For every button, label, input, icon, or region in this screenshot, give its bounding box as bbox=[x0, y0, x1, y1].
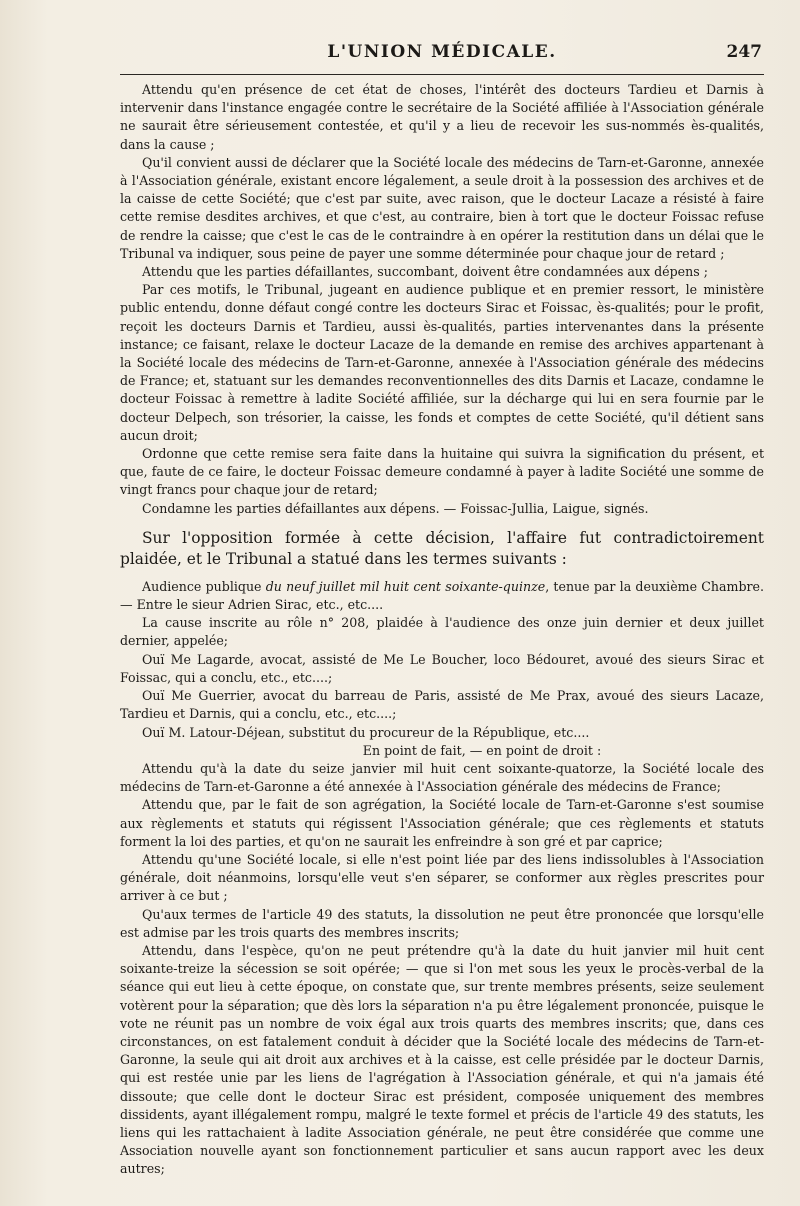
paragraph: Ouï Me Guerrier, avocat du barreau de Paris, assisté de Me Prax, avoué des sieurs Lacaze, Tardieu et Darnis, qui a conclu, etc., etc....; bbox=[120, 688, 764, 722]
paragraph: Attendu qu'à la date du seize janvier mil huit cent soixante-quatorze, la Société locale des médecins de Tarn-et-Garonne a été annexée à l'Association générale des médecins de France; bbox=[120, 760, 764, 795]
judgment-first-section bbox=[120, 81, 764, 518]
paragraph: Attendu, dans l'espèce, qu'on ne peut prétendre qu'à la date du huit janvier mil huit cent soixante-treize la sécession se soit opérée; — que si l'on met sous les yeux le procès-verbal de la séance qui eut lieu à cette époque, on constate que, sur trente membres présents, seize seulement votèrent pour la séparation; que dès lors la séparation n'a pu être légalement prononcée, puisque le vote ne réunit pas un nombre de voix égal aux trois quarts des membres inscrits; que, dans ces circonstances, on est fatalement conduit à décider que la Société locale des médecins de Tarn-et-Garonne, la seule qui ait droit aux archives et à la caisse, est celle présidée par le docteur Darnis, qui est restée unie par les liens de l'agrégation à l'Association générale, et qui n'a jamais été dissoute; que celle dont le docteur Sirac est président, composée uniquement des membres dissidents, ayant illégalement rompu, malgré le texte formel et précis de l'article 49 des statuts, les liens qui les rattachaient à ladite Association générale, ne peut être considérée que comme une Association nouvelle ayant son fonctionnement particulier et sans aucun rapport avec les deux autres; bbox=[120, 942, 764, 1177]
paragraph: Attendu qu'en présence de cet état de choses, l'intérêt des docteurs Tardieu et Darnis à intervenir dans l'instance engagée contre le secrétaire de la Société affiliée à l'Association générale ne saurait être sérieusement contestée, et qu'il y a lieu de recevoir les sus-nommés ès-qualités, dans la cause ; bbox=[120, 82, 764, 152]
paragraph: La cause inscrite au rôle n° 208, plaidée à l'audience des onze juin dernier et deux juillet dernier, appelée; bbox=[120, 615, 764, 649]
paragraph: Qu'il convient aussi de déclarer que la Société locale des médecins de Tarn-et-Garonne, annexée à l'Association générale, existant encore légalement, a seule droit à la possession des archives et de la caisse de cette Société; que c'est par suite, avec raison, que le docteur Lacaze a résisté à faire cette remise desdites archives, et que c'est, au contraire, bien à tort que le docteur Foissac refuse de rendre la caisse; que c'est le cas de le contraindre à en opérer la restitution dans un délai que le Tribunal va indiquer, sous peine de payer une somme déterminée pour chaque jour de retard ; bbox=[120, 154, 764, 261]
paragraph: Ordonne que cette remise sera faite dans la huitaine qui suivra la signification du présent, et que, faute de ce faire, le docteur Foissac demeure condamné à payer à ladite Société une somme de vingt francs pour chaque jour de retard; bbox=[120, 446, 764, 498]
paragraph: Attendu que les parties défaillantes, succombant, doivent être condamnées aux dépens ; bbox=[142, 264, 708, 280]
paragraph: Qu'aux termes de l'article 49 des statuts, la dissolution ne peut être prononcée que lorsqu'elle est admise par les trois quarts des membres inscrits; bbox=[120, 906, 764, 940]
audience-prefix: Audience publique bbox=[142, 578, 266, 594]
paragraph: Ouï M. Latour-Déjean, substitut du procureur de la République, etc.... bbox=[142, 724, 590, 740]
journal-title: L'UNION MÉDICALE. bbox=[327, 42, 557, 62]
audience-date: du neuf juillet mil huit cent soixante-quinze bbox=[265, 578, 546, 594]
audience-paragraph bbox=[120, 578, 764, 614]
audience-suffix: , tenue par la deuxième Chambre. — Entre le sieur Adrien Sirac, etc., etc.... bbox=[120, 578, 764, 613]
paragraph: Par ces motifs, le Tribunal, jugeant en audience publique et en premier ressort, le ministère public entendu, donne défaut congé contre les docteurs Sirac et Foissac, ès-qualités; pour le profit, reçoit les docteurs Darnis et Tardieu, aussi ès-qualités, parties intervenantes dans la présente instance; ce faisant, relaxe le docteur Lacaze de la demande en remise des archives appartenant à la Société locale des médecins de Tarn-et-Garonne, annexée à l'Association générale des médecins de France; et, statuant sur les demandes reconventionnelles des dits Darnis et Lacaze, condamne le docteur Foissac à remettre à ladite Société affiliée, sur la décharge qui lui en sera fournie par le docteur Delpech, son trésorier, la caisse, les fonds et comptes de cette Société, qu'il détient sans aucun droit; bbox=[120, 282, 764, 443]
paragraph: Attendu qu'une Société locale, si elle n'est point liée par des liens indissolubles à l'Association générale, doit néanmoins, lorsqu'elle veut s'en séparer, se conformer aux règles prescrites pour arriver à ce but ; bbox=[120, 851, 764, 904]
paragraph: Condamne les parties défaillantes aux dépens. — Foissac-Jullia, Laigue, signés. bbox=[142, 500, 649, 516]
judgment-second-section bbox=[120, 578, 764, 1179]
point-de-fait-heading: En point de fait, — en point de droit : bbox=[362, 742, 602, 758]
page-number: 247 bbox=[726, 42, 762, 62]
paragraph: Ouï Me Lagarde, avocat, assisté de Me Le Boucher, loco Bédouret, avoué des sieurs Sirac et Foissac, qui a conclu, etc., etc....; bbox=[120, 651, 764, 685]
paragraph: Attendu que, par le fait de son agrégation, la Société locale de Tarn-et-Garonne s'est soumise aux règlements et statuts qui régissent l'Association générale; que ces règlements et statuts forment la loi des parties, et qu'on ne saurait les enfreindre à son gré et par caprice; bbox=[120, 797, 764, 849]
page-header bbox=[120, 40, 764, 75]
lead-paragraph: Sur l'opposition formée à cette décision, l'affaire fut contradictoirement plaidée, et le Tribunal a statué dans les termes suivants : bbox=[120, 528, 764, 568]
